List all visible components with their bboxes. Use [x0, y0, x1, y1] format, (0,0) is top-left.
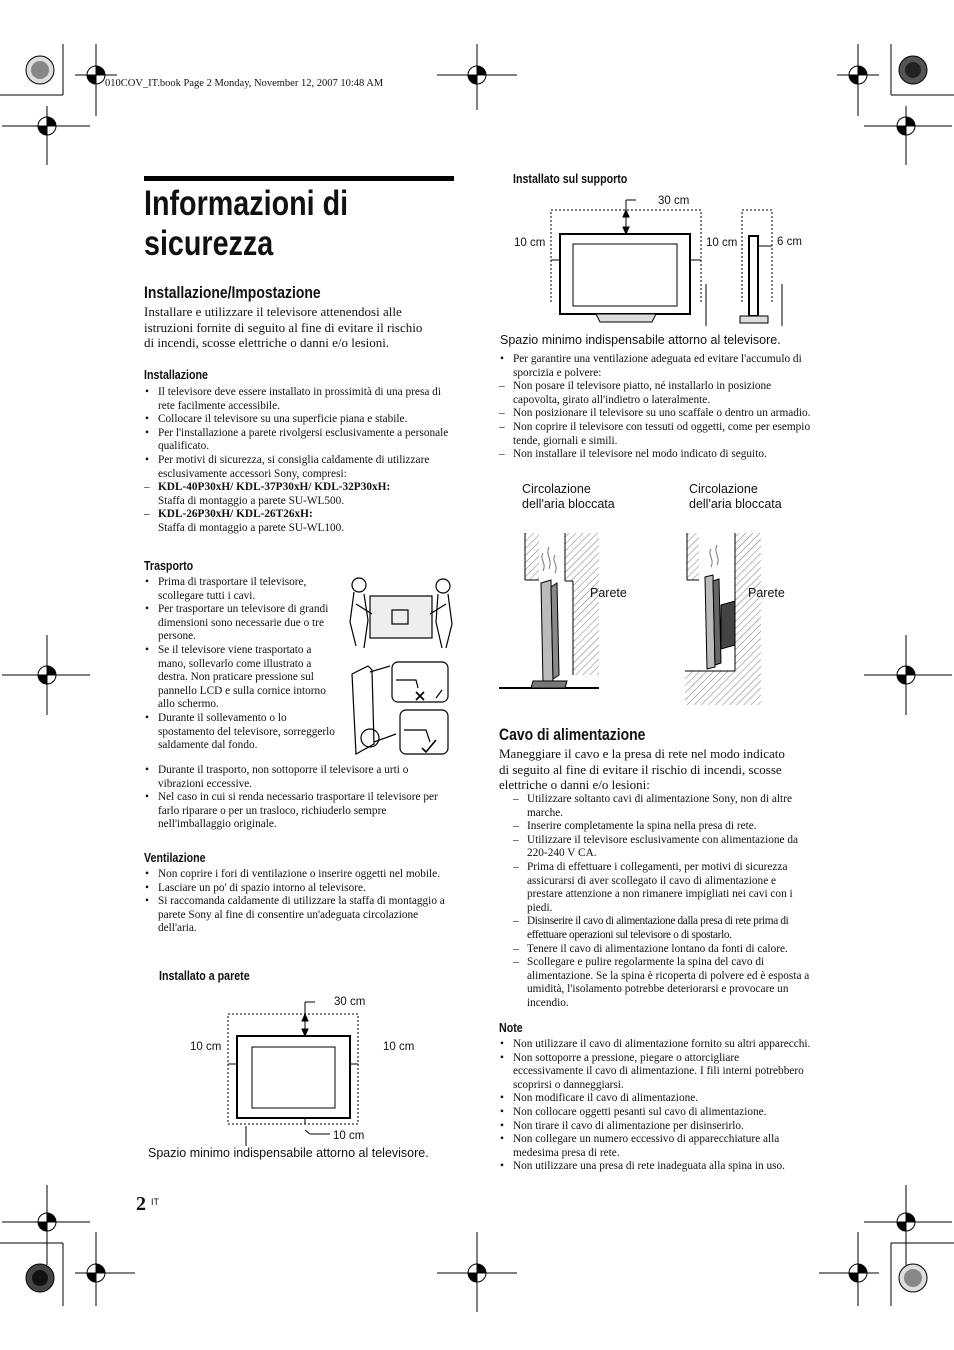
model-name: KDL-26P30xH/ KDL-26T26xH: — [158, 508, 313, 521]
model-item — [144, 508, 449, 535]
list-item: – Utilizzare soltanto cavi di alimentazione Sony, non di altre marche. — [513, 793, 811, 820]
airflow-left-label-1: Circolazione — [522, 482, 591, 496]
intro-line: di incendi, scosse elettriche o danni e/o lesioni. — [144, 335, 390, 350]
list-item: • Per l'installazione a parete rivolgersi esclusivamente a personale qualificato. — [144, 427, 449, 454]
list-item: – Utilizzare il televisore esclusivamente con alimentazione da 220-240 V CA. — [513, 834, 811, 861]
intro-line: istruzioni fornite di seguito al fine di evitare il rischio — [144, 319, 423, 335]
list-item: • Non collegare un numero eccessivo di apparecchiature alla medesima presa di rete. — [499, 1133, 811, 1160]
intro-line: elettriche o danni e/o lesioni: — [499, 777, 650, 792]
list-item: – Non coprire il televisore con tessuti od oggetti, come per esempio tende, giornali e simili. — [499, 421, 811, 448]
wall-label-right: Parete — [748, 586, 785, 600]
list-item: • Non sottoporre a pressione, piegare o attorcigliare eccessivamente il cavo di alimentazione. I fili interni potrebbero scoprirsi o danneggiarsi. — [499, 1052, 811, 1093]
wall-mount-clearance-diagram — [180, 992, 440, 1148]
list-item: – Non posare il televisore piatto, né installarlo in posizione capovolta, girato all'indietro o lateralmente. — [499, 380, 811, 407]
stand-clearance-diagram — [510, 192, 810, 332]
airflow-left-label-2: dell'aria bloccata — [522, 497, 615, 511]
list-item: • Non tirare il cavo di alimentazione per disinserirlo. — [499, 1120, 811, 1134]
list-item: • Il televisore deve essere installato in prossimità di una presa di rete facilmente accessibile. — [144, 386, 449, 413]
list-item: • Si raccomanda caldamente di utilizzare la staffa di montaggio a parete Sony al fine di consentire un'adeguata circolazione dell'aria. — [144, 895, 456, 936]
ventilazione-adeguata-list — [499, 353, 811, 462]
wall-bottom-label: 10 cm — [333, 1130, 365, 1142]
wall-right-label: 10 cm — [383, 1041, 415, 1053]
stand-top-label: 30 cm — [658, 195, 690, 207]
list-item: • Durante il trasporto, non sottoporre il televisore a urti o vibrazioni eccessive. — [144, 764, 456, 791]
list-item: • Lasciare un po' di spazio intorno al televisore. — [144, 882, 456, 896]
section-heading-installazione-impostazione: Installazione/Impostazione — [144, 283, 321, 302]
title-line-2: sicurezza — [144, 224, 274, 263]
list-item: • Se il televisore viene trasportato a mano, sollevarlo come illustrato a destra. Non praticare pressione sul pannello LCD e sulla cornice intorno allo schermo. — [144, 644, 342, 712]
list-item: • Non coprire i fori di ventilazione o inserire oggetti nel mobile. — [144, 868, 456, 882]
airflow-right-label-2: dell'aria bloccata — [689, 497, 782, 511]
wall-label-left: Parete — [590, 586, 627, 600]
file-info-header: 010COV_IT.book Page 2 Monday, November 12, 2007 10:48 AM — [105, 78, 384, 89]
list-item: • Nel caso in cui si renda necessario trasportare il televisore per farlo riparare o per un trasloco, richiuderlo sempre nell'imballaggio originale. — [144, 791, 456, 832]
subheading-installato-supporto: Installato sul supporto — [513, 171, 628, 186]
intro-line: Installare e utilizzare il televisore attenendosi alle — [144, 304, 402, 319]
wall-top-label: 30 cm — [334, 996, 366, 1008]
section-heading-cavo: Cavo di alimentazione — [499, 725, 646, 744]
list-item: • Non collocare oggetti pesanti sul cavo di alimentazione. — [499, 1106, 811, 1120]
list-item: – Disinserire il cavo di alimentazione dalla presa di rete prima di effettuare operazioni sul televisore o di spostarlo. — [513, 915, 811, 942]
model-desc: Staffa di montaggio a parete SU-WL100. — [158, 521, 345, 534]
note-list — [499, 1038, 811, 1174]
title-line-1: Informazioni di — [144, 184, 349, 223]
subheading-ventilazione: Ventilazione — [144, 850, 206, 865]
list-item: – Tenere il cavo di alimentazione lontano da fonti di calore. — [513, 943, 811, 957]
model-desc: Staffa di montaggio a parete SU-WL500. — [158, 494, 345, 507]
list-item: • Per motivi di sicurezza, si consiglia caldamente di utilizzare esclusivamente accessori Sony, compresi: — [144, 454, 449, 481]
list-item: – Inserire completamente la spina nella presa di rete. — [513, 820, 811, 834]
model-item — [144, 481, 449, 508]
stand-left-label: 10 cm — [514, 237, 546, 249]
airflow-blocked-diagram — [499, 525, 809, 705]
list-item: – Scollegare e pulire regolarmente la spina del cavo di alimentazione. Se la spina è ricoperta di polvere ed è esposta a umidità, l'isolamento potrebbe deteriorarsi e provocare un incendio. — [513, 956, 811, 1010]
list-item: • Per garantire una ventilazione adeguata ed evitare l'accumulo di sporcizia e polvere: — [499, 353, 811, 380]
subheading-trasporto: Trasporto — [144, 558, 194, 573]
list-item: • Per trasportare un televisore di grandi dimensioni sono necessarie due o tre persone. — [144, 603, 342, 644]
wall-left-label: 10 cm — [190, 1041, 222, 1053]
airflow-right-label-1: Circolazione — [689, 482, 758, 496]
list-item: • Collocare il televisore su una superficie piana e stabile. — [144, 413, 449, 427]
list-item: • Non modificare il cavo di alimentazione. — [499, 1092, 811, 1106]
wall-caption: Spazio minimo indispensabile attorno al televisore. — [148, 1146, 429, 1160]
subheading-note: Note — [499, 1020, 523, 1035]
model-name: KDL-40P30xH/ KDL-37P30xH/ KDL-32P30xH: — [158, 481, 391, 494]
intro-line: Maneggiare il cavo e la presa di rete nel modo indicato — [499, 746, 785, 761]
cavo-list — [513, 793, 811, 1011]
page-language: IT — [151, 1197, 159, 1207]
subheading-installato-parete: Installato a parete — [159, 968, 250, 983]
page-title — [144, 184, 393, 264]
list-item: – Prima di effettuare i collegamenti, per motivi di sicurezza assicurarsi di aver scollegato il cavo di alimentazione e prestare attenzione a non rimanere impigliati nei cavi con i piedi. — [513, 861, 811, 915]
list-item: • Durante il sollevamento o lo spostamento del televisore, sorreggerlo saldamente dal fondo. — [144, 712, 342, 753]
ventilazione-list — [144, 868, 456, 936]
trasporto-list-wide — [144, 764, 456, 832]
list-item: • Prima di trasportare il televisore, scollegare tutti i cavi. — [144, 576, 342, 603]
installazione-intro — [144, 304, 464, 351]
subheading-installazione: Installazione — [144, 367, 208, 382]
stand-caption: Spazio minimo indispensabile attorno al televisore. — [500, 333, 781, 347]
list-item: – Non installare il televisore nel modo indicato di seguito. — [499, 448, 811, 462]
title-rule — [144, 176, 454, 181]
cavo-intro — [499, 746, 819, 793]
page-number: 2 — [136, 1193, 146, 1215]
list-item: • Non utilizzare il cavo di alimentazione fornito su altri apparecchi. — [499, 1038, 811, 1052]
stand-right-label: 10 cm — [706, 237, 738, 249]
list-item: – Non posizionare il televisore su uno scaffale o dentro un armadio. — [499, 407, 811, 421]
carrying-tv-illustration — [346, 574, 456, 760]
installazione-list — [144, 386, 449, 536]
intro-line: di seguito al fine di evitare il rischio di incendi, scosse — [499, 761, 782, 777]
stand-side-label: 6 cm — [777, 236, 802, 248]
trasporto-list-narrow — [144, 576, 342, 753]
list-item: • Non utilizzare una presa di rete inadeguata alla spina in uso. — [499, 1160, 811, 1174]
